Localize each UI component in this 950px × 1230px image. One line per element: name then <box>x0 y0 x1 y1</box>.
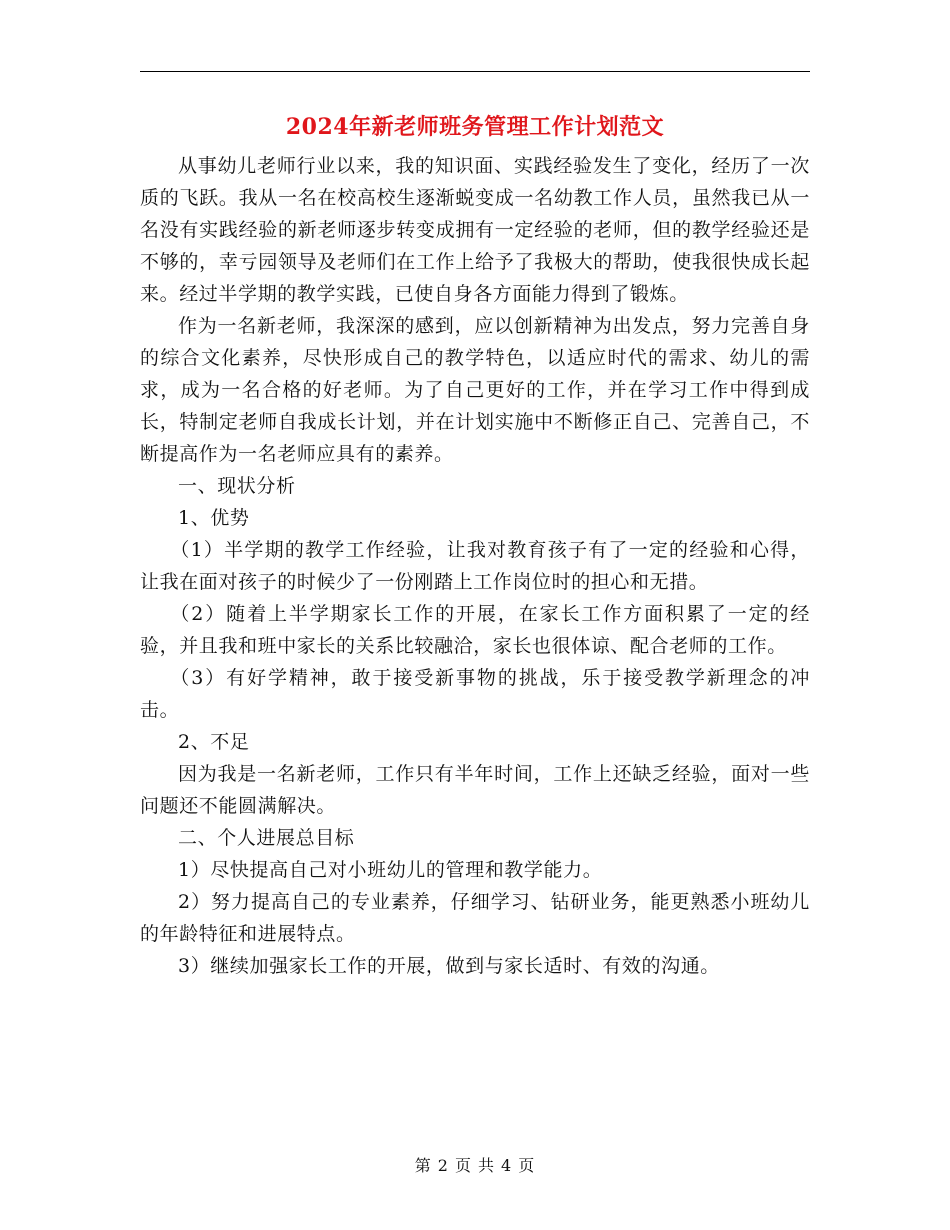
section-heading-analysis: 一、现状分析 <box>178 475 296 497</box>
strength-item-1: （1）半学期的教学工作经验，让我对教育孩子有了一定的经验和心得，让我在面对孩子的时候少了一份刚踏上工作岗位时的担心和无措。 <box>140 539 810 593</box>
footer-page-number: 2 <box>437 1156 449 1175</box>
footer-total-pages: 4 <box>501 1156 513 1175</box>
goal-item-2: 2）努力提高自己的专业素养，仔细学习、钻研业务，能更熟悉小班幼儿的年龄特征和进展特点。 <box>140 891 810 945</box>
paragraph-goal: 作为一名新老师，我深深的感到，应以创新精神为出发点，努力完善自身的综合文化素养，尽快形成自己的教学特色，以适应时代的需求、幼儿的需求，成为一名合格的好老师。为了自己更好的工作，并在学习工作中得到成长，特制定老师自我成长计划，并在计划实施中不断修正自己、完善自己，不断提高作为一名老师应具有的素养。 <box>140 315 810 465</box>
subheading-weaknesses: 2、不足 <box>178 731 250 753</box>
section-heading-goals: 二、个人进展总目标 <box>178 827 355 849</box>
header-rule <box>140 71 810 72</box>
strength-item-2: （2）随着上半学期家长工作的开展，在家长工作方面积累了一定的经验，并且我和班中家长的关系比较融洽，家长也很体谅、配合老师的工作。 <box>140 603 810 657</box>
weakness-text: 因为我是一名新老师，工作只有半年时间，工作上还缺乏经验，面对一些问题还不能圆满解决。 <box>140 763 810 817</box>
goal-item-3: 3）继续加强家长工作的开展，做到与家长适时、有效的沟通。 <box>178 955 720 977</box>
footer-ye2: 页 <box>518 1156 536 1175</box>
subheading-strengths: 1、优势 <box>178 507 250 529</box>
paragraph-intro: 从事幼儿老师行业以来，我的知识面、实践经验发生了变化，经历了一次质的飞跃。我从一名在校高校生逐渐蜕变成一名幼教工作人员，虽然我已从一名没有实践经验的新老师逐步转变成拥有一定经验的老师，但的教学经验还是不够的，幸亏园领导及老师们在工作上给予了我极大的帮助，使我很快成长起来。经过半学期的教学实践，已使自身各方面能力得到了锻炼。 <box>140 155 810 305</box>
strength-item-3: （3）有好学精神，敢于接受新事物的挑战，乐于接受教学新理念的冲击。 <box>140 667 810 721</box>
footer-gong: 共 <box>478 1156 496 1175</box>
footer-di: 第 <box>414 1156 432 1175</box>
document-title: 2024年新老师班务管理工作计划范文 <box>285 114 665 140</box>
page-footer <box>0 1153 950 1176</box>
footer-ye: 页 <box>454 1156 472 1175</box>
document-body <box>140 150 810 982</box>
goal-item-1: 1）尽快提高自己对小班幼儿的管理和教学能力。 <box>178 859 603 881</box>
